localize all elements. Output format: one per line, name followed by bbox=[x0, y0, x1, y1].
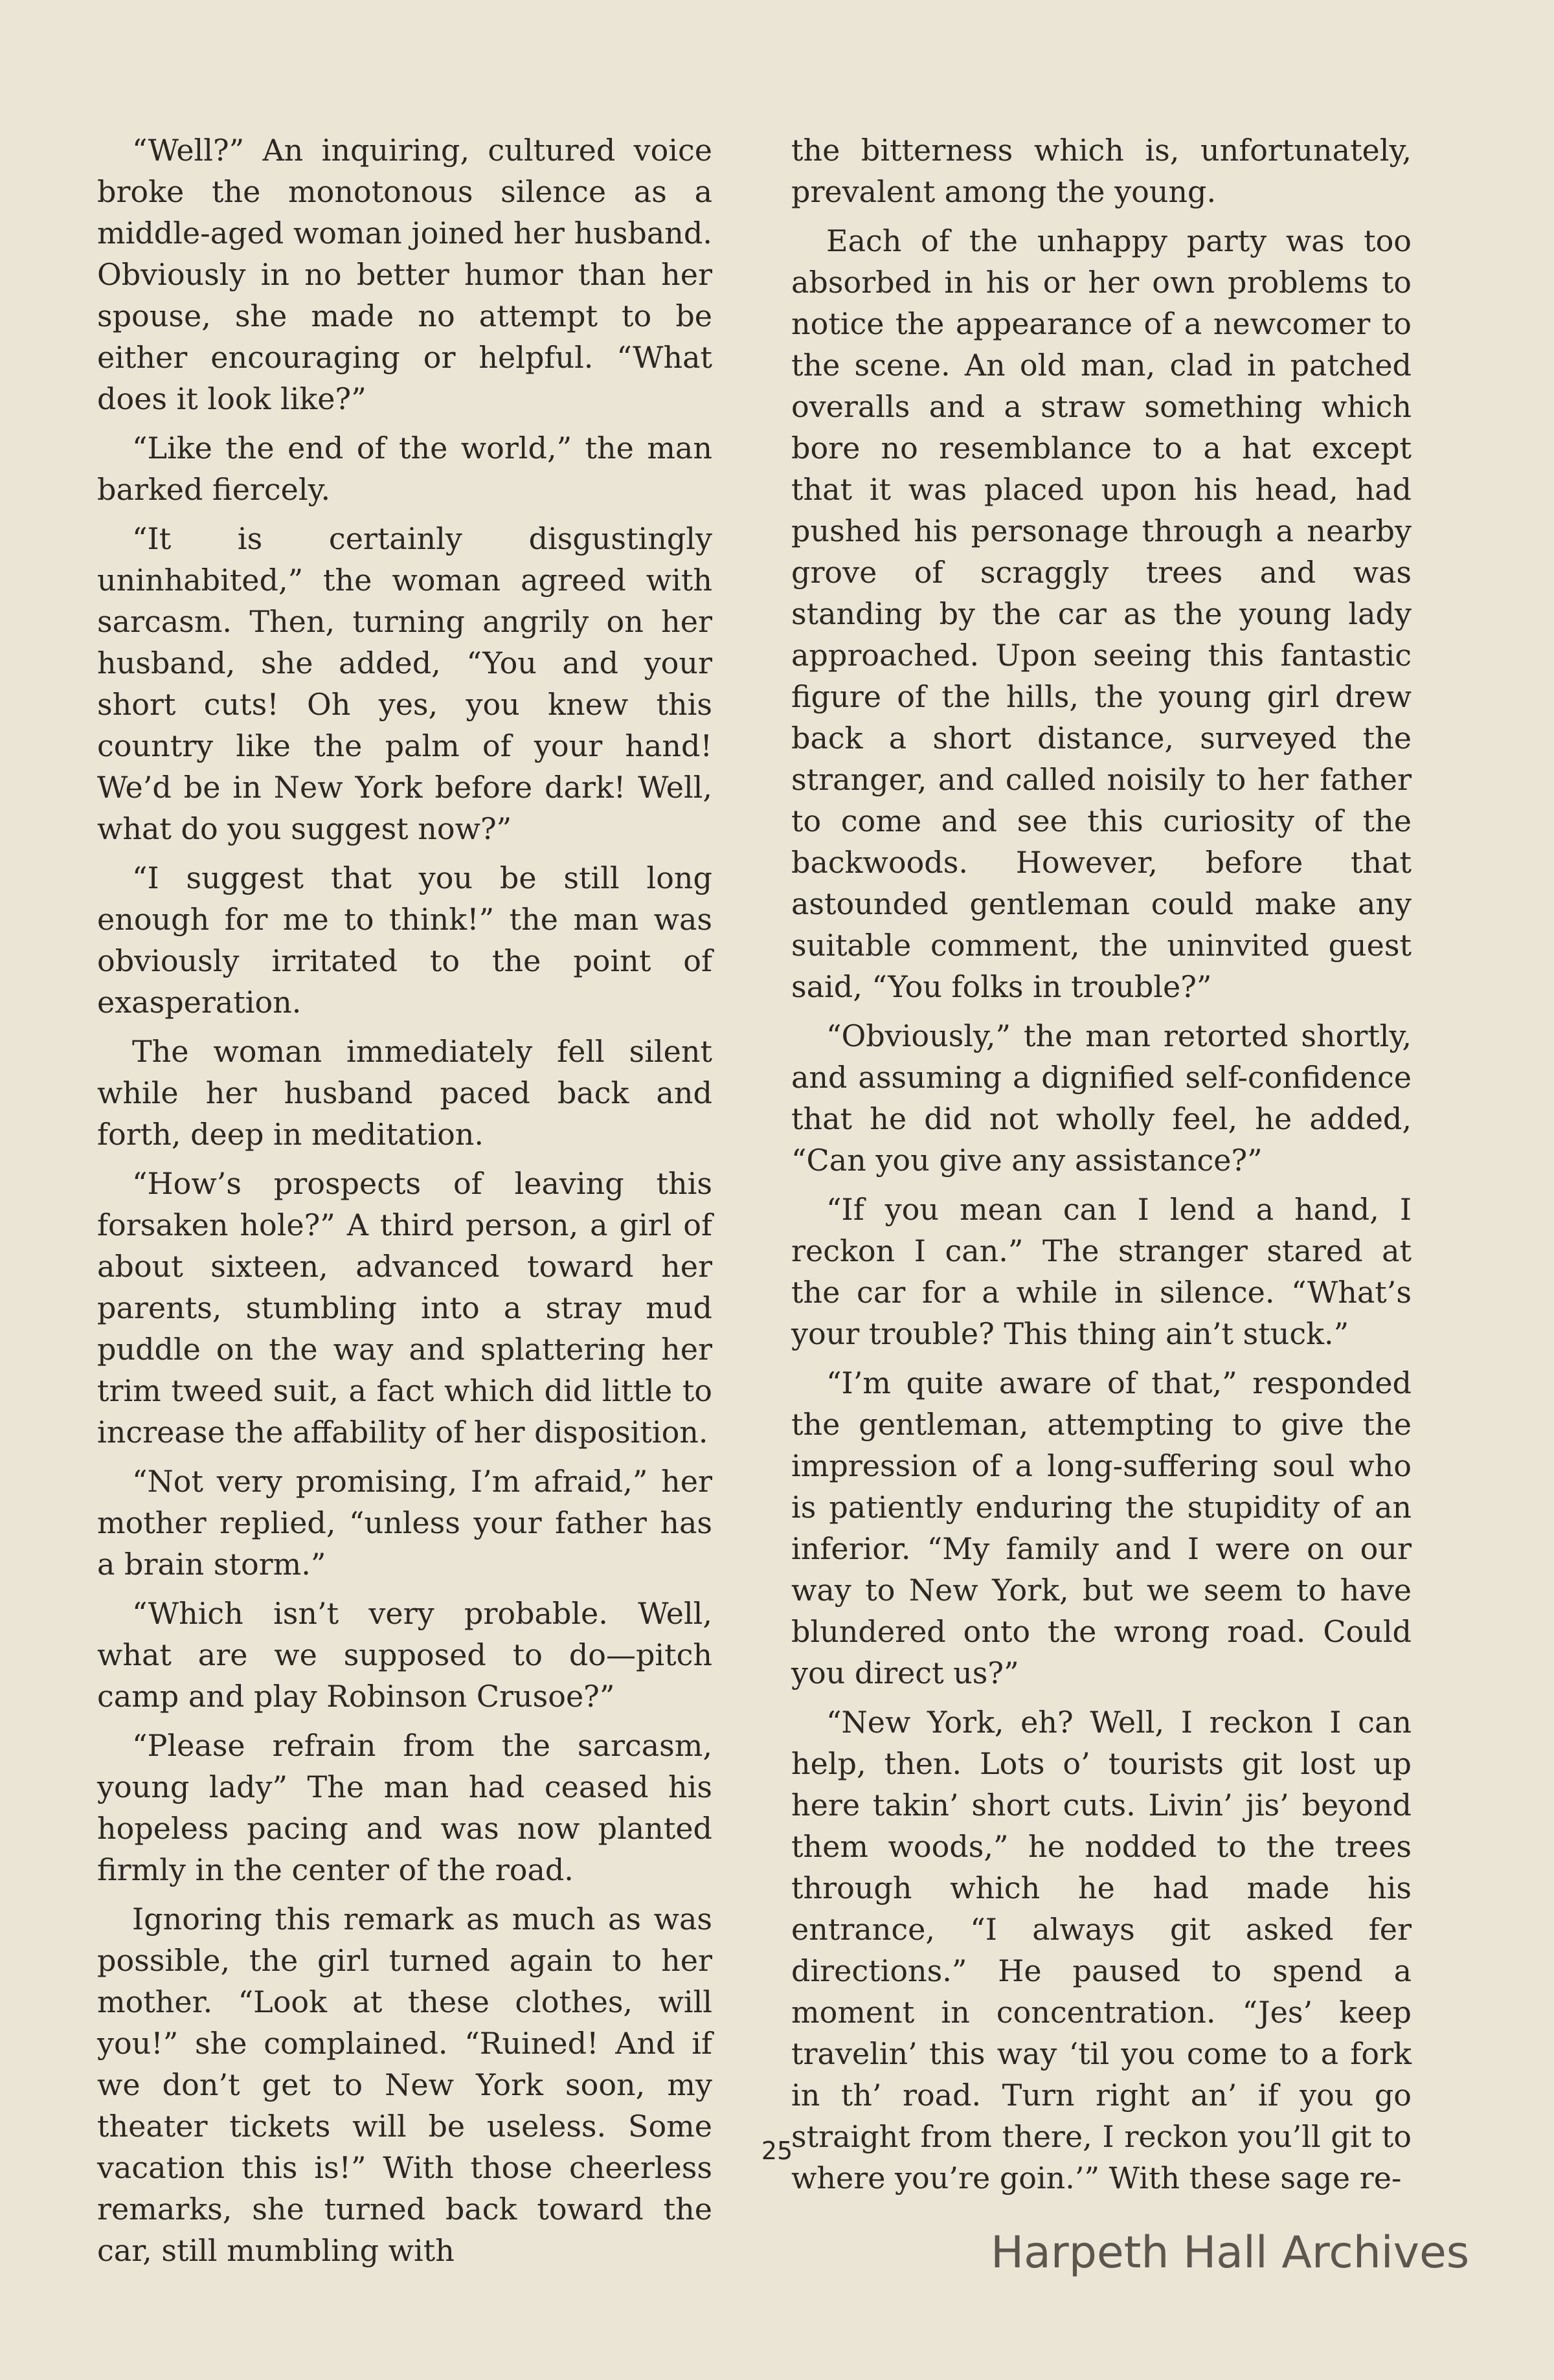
paragraph: “Like the end of the world,” the man barked fiercely. bbox=[97, 431, 712, 507]
paragraph: Ignoring this remark as much as was possible, the girl turned again to her mother. “Look at these clothes, will you!” she complained. “Ruined! And if we don’t get to New York soon, my theater tickets will be useless. Some vacation this is!” With those cheerless remarks, she turned back toward the car, still mumbling with bbox=[97, 1902, 712, 2268]
paragraph-continuation: the bitterness which is, unfortunately, prevalent among the young. bbox=[791, 133, 1412, 209]
paragraph: “I’m quite aware of that,” responded the gentleman, attempting to give the impression of a long-suffering soul who is patiently enduring the stupidity of an inferior. “My family and I were on our way to New York, but we seem to have blundered onto the wrong road. Could you direct us?” bbox=[791, 1365, 1412, 1690]
paragraph: The woman immediately fell silent while her husband paced back and forth, deep in meditation. bbox=[97, 1034, 712, 1152]
paragraph: “It is certainly disgustingly uninhabited,” the woman agreed with sarcasm. Then, turning angrily on her husband, she added, “You and your short cuts! Oh yes, you knew this country like the palm of your hand! We’d be in New York before dark! Well, what do you suggest now?” bbox=[97, 521, 712, 846]
left-column bbox=[97, 129, 712, 2279]
paragraph: “Which isn’t very probable. Well, what are we supposed to do—pitch camp and play Robinson Crusoe?” bbox=[97, 1596, 712, 1714]
page-number: 25 bbox=[761, 2137, 793, 2165]
paragraph: “New York, eh? Well, I reckon I can help, then. Lots o’ tourists git lost up here takin’ short cuts. Livin’ jis’ beyond them woods,” he nodded to the trees through which he had made his entrance, “I always git asked fer directions.” He paused to spend a moment in concentration. “Jes’ keep travelin’ this way ‘til you come to a fork in th’ road. Turn right an’ if you go straight from there, I reckon you’ll git to where you’re goin.’” With these sage re- bbox=[791, 1705, 1412, 2195]
right-column bbox=[791, 129, 1412, 2206]
paragraph: “Please refrain from the sarcasm, young lady” The man had ceased his hopeless pacing and was now planted firmly in the center of the road. bbox=[97, 1728, 712, 1887]
paragraph: “How’s prospects of leaving this forsaken hole?” A third person, a girl of about sixteen, advanced toward her parents, stumbling into a stray mud puddle on the way and splattering her trim tweed suit, a fact which did little to increase the affability of her disposition. bbox=[97, 1166, 712, 1450]
archive-watermark: Harpeth Hall Archives bbox=[991, 2227, 1470, 2278]
paragraph: “Not very promising, I’m afraid,” her mother replied, “unless your father has a brain storm.” bbox=[97, 1464, 712, 1582]
paragraph: “I suggest that you be still long enough for me to think!” the man was obviously irritated to the point of exasperation. bbox=[97, 860, 712, 1020]
paragraph: “Obviously,” the man retorted shortly, and assuming a dignified self-confidence that he did not wholly feel, he added, “Can you give any assistance?” bbox=[791, 1018, 1412, 1178]
paragraph: “Well?” An inquiring, cultured voice broke the monotonous silence as a middle-aged woman joined her husband. Obviously in no better humor than her spouse, she made no attempt to be either encouraging or helpful. “What does it look like?” bbox=[97, 133, 712, 416]
paragraph: “If you mean can I lend a hand, I reckon I can.” The stranger stared at the car for a while in silence. “What’s your trouble? This thing ain’t stuck.” bbox=[791, 1192, 1412, 1351]
paragraph: Each of the unhappy party was too absorbed in his or her own problems to notice the appearance of a newcomer to the scene. An old man, clad in patched overalls and a straw something which bore no resemblance to a hat except that it was placed upon his head, had pushed his personage through a nearby grove of scraggly trees and was standing by the car as the young lady approached. Upon seeing this fantastic figure of the hills, the young girl drew back a short distance, surveyed the stranger, and called noisily to her father to come and see this curiosity of the backwoods. However, before that astounded gentleman could make any suitable comment, the uninvited guest said, “You folks in trouble?” bbox=[791, 223, 1412, 1004]
